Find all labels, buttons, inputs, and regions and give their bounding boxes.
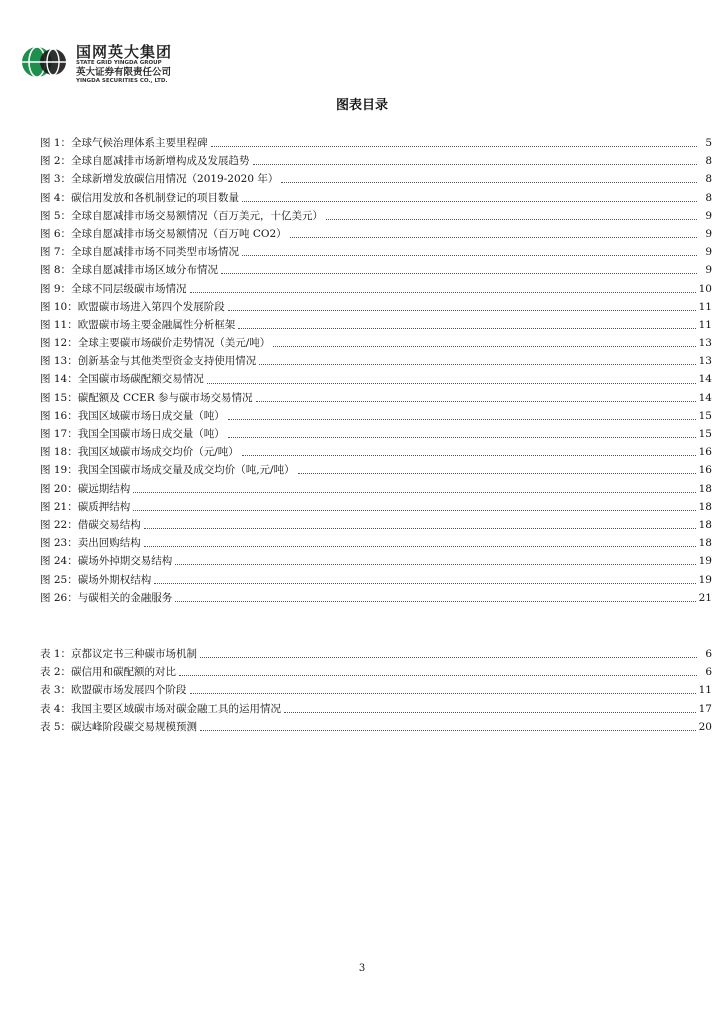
figure-entry-page: 10	[698, 282, 712, 295]
figure-entry-page: 9	[705, 209, 712, 222]
figure-entry-label: 图 19：我国全国碳市场成交量及成交均价（吨,元/吨）	[40, 464, 295, 477]
figure-entry-page: 14	[698, 391, 712, 404]
table-entry-page: 20	[698, 720, 712, 733]
figure-entry[interactable]	[40, 316, 712, 334]
company-logo-icon	[20, 42, 70, 82]
figure-entry-page: 19	[698, 573, 712, 586]
table-entry[interactable]	[40, 681, 712, 699]
table-entry-page: 6	[705, 648, 712, 660]
figure-entry[interactable]	[40, 207, 712, 225]
figure-entry[interactable]	[40, 280, 712, 298]
table-entry[interactable]	[40, 645, 712, 663]
dot-leader	[175, 563, 695, 565]
figure-entry-label: 图 1：全球气候治理体系主要里程碑	[40, 137, 208, 149]
tables-toc	[40, 645, 712, 736]
figure-entry-label: 图 4：碳信用发放和各机制登记的项目数量	[40, 191, 240, 204]
figure-entry-page: 13	[698, 355, 712, 368]
figure-entry-label: 图 8：全球自愿减排市场区域分布情况	[40, 264, 219, 277]
table-entry-label: 表 2：碳信用和碳配额的对比	[40, 666, 177, 679]
figure-entry-label: 图 21：碳质押结构	[40, 500, 131, 513]
figure-entry-page: 15	[698, 409, 712, 422]
figure-entry-page: 9	[705, 264, 712, 277]
figure-entry-page: 8	[705, 173, 712, 186]
dot-leader	[154, 582, 695, 584]
figure-entry-label: 图 12：全球主要碳市场碳价走势情况（美元/吨）	[40, 337, 271, 350]
figure-entry-label: 图 23：卖出回购结构	[40, 537, 141, 550]
figure-entry-label: 图 25：碳场外期权结构	[40, 573, 152, 586]
figure-entry[interactable]	[40, 225, 712, 243]
figure-entry[interactable]	[40, 152, 712, 170]
figure-entry-label: 图 5：全球自愿减排市场交易额情况（百万美元，十亿美元）	[40, 209, 324, 222]
table-entry-page: 11	[698, 684, 712, 697]
figure-entry-label: 图 3：全球新增发放碳信用情况（2019-2020 年）	[40, 173, 279, 186]
company-name-cn: 国网英大集团	[76, 43, 173, 61]
figure-entry-page: 5	[705, 137, 712, 149]
figure-entry[interactable]	[40, 425, 712, 443]
figure-entry-label: 图 20：碳远期结构	[40, 482, 131, 495]
figure-entry-page: 19	[698, 555, 712, 568]
figure-entry-page: 18	[698, 500, 712, 513]
figures-toc	[40, 134, 712, 607]
figure-entry-page: 18	[698, 482, 712, 495]
dot-leader	[281, 181, 697, 183]
figure-entry[interactable]	[40, 516, 712, 534]
dot-leader	[259, 363, 695, 365]
figure-entry[interactable]	[40, 170, 712, 188]
figure-entry-page: 8	[705, 191, 712, 204]
dot-leader	[144, 527, 696, 529]
dot-leader	[273, 345, 695, 347]
dot-leader	[190, 291, 696, 293]
dot-leader	[256, 400, 696, 402]
page-title: 图表目录	[335, 98, 388, 113]
table-entry-label: 表 4：我国主要区域碳市场对碳金融工具的运用情况	[40, 702, 282, 715]
figure-entry[interactable]	[40, 498, 712, 516]
figure-entry[interactable]	[40, 352, 712, 370]
table-entry-page: 6	[705, 666, 712, 679]
figure-entry-label: 图 9：全球不同层级碳市场情况	[40, 282, 187, 295]
figure-entry[interactable]	[40, 334, 712, 352]
table-entry[interactable]	[40, 663, 712, 681]
figure-entry-page: 11	[698, 300, 712, 313]
table-entry[interactable]	[40, 700, 712, 718]
figure-entry[interactable]	[40, 389, 712, 407]
dot-leader	[221, 272, 697, 274]
figure-entry-page: 14	[698, 373, 712, 386]
figure-entry[interactable]	[40, 589, 712, 607]
dot-leader	[290, 236, 697, 238]
figure-entry-label: 图 10：欧盟碳市场进入第四个发展阶段	[40, 300, 225, 313]
dot-leader	[298, 472, 696, 474]
dot-leader	[326, 218, 697, 220]
company-name-en: STATE GRID YINGDA GROUP	[76, 60, 162, 66]
figure-entry-label: 图 22：借碳交易结构	[40, 518, 141, 531]
figure-entry-page: 8	[705, 155, 712, 168]
figure-entry-page: 9	[705, 227, 712, 240]
figure-entry-page: 9	[705, 246, 712, 259]
dot-leader	[284, 711, 696, 713]
figure-entry-label: 图 14：全国碳市场碳配额交易情况	[40, 373, 204, 386]
figure-entry-label: 图 13：创新基金与其他类型资金支持使用情况	[40, 355, 257, 368]
table-entry-page: 17	[698, 702, 712, 715]
page-number: 3	[358, 963, 366, 974]
dot-leader	[207, 382, 696, 384]
dot-leader	[242, 200, 697, 202]
figure-entry-label: 图 11：欧盟碳市场主要金融属性分析框架	[40, 318, 236, 331]
figure-entry-page: 21	[698, 591, 712, 604]
table-entry-label: 表 1：京都议定书三种碳市场机制	[40, 648, 198, 660]
figure-entry[interactable]	[40, 480, 712, 498]
figure-entry[interactable]	[40, 261, 712, 279]
figure-entry[interactable]	[40, 461, 712, 479]
table-entry-label: 表 3：欧盟碳市场发展四个阶段	[40, 684, 187, 697]
dot-leader	[190, 692, 696, 694]
subsidiary-name-en: YINGDA SECURITIES CO., LTD.	[76, 78, 168, 84]
figure-entry-label: 图 16：我国区域碳市场日成交量（吨）	[40, 409, 225, 422]
table-entry[interactable]	[40, 718, 712, 736]
figure-entry-page: 18	[698, 537, 712, 550]
figure-entry-label: 图 18：我国区域碳市场成交均价（元/吨）	[40, 446, 239, 459]
company-name-block	[76, 44, 256, 85]
dot-leader	[175, 600, 695, 602]
figure-entry[interactable]	[40, 243, 712, 261]
figure-entry-label: 图 24：碳场外掉期交易结构	[40, 555, 173, 568]
dot-leader	[200, 656, 697, 658]
figure-entry-page: 16	[698, 446, 712, 459]
dot-leader	[242, 454, 696, 456]
figure-entry-page: 15	[698, 428, 712, 440]
dot-leader	[144, 545, 696, 547]
dot-leader	[211, 145, 697, 147]
figure-entry-label: 图 7：全球自愿减排市场不同类型市场情况	[40, 246, 240, 259]
figure-entry[interactable]	[40, 534, 712, 552]
dot-leader	[228, 418, 696, 420]
table-entry-label: 表 5：碳达峰阶段碳交易规模预测	[40, 720, 198, 733]
figure-entry[interactable]	[40, 443, 712, 461]
dot-leader	[228, 309, 696, 311]
dot-leader	[133, 491, 695, 493]
figure-entry-page: 13	[698, 337, 712, 350]
dot-leader	[238, 327, 695, 329]
figure-entry[interactable]	[40, 134, 712, 152]
subsidiary-name-cn: 英大证券有限责任公司	[76, 67, 172, 78]
figure-entry-label: 图 6：全球自愿减排市场交易额情况（百万吨 CO2）	[40, 227, 287, 240]
figure-entry[interactable]	[40, 571, 712, 589]
figure-entry-page: 11	[698, 318, 712, 331]
figure-entry-label: 图 26：与碳相关的金融服务	[40, 591, 173, 604]
figure-entry-page: 16	[698, 464, 712, 477]
figure-entry-label: 图 17：我国全国碳市场日成交量（吨）	[40, 428, 225, 440]
dot-leader	[179, 674, 697, 676]
dot-leader	[133, 509, 695, 511]
figure-entry[interactable]	[40, 552, 712, 570]
figure-entry[interactable]	[40, 298, 712, 316]
dot-leader	[242, 254, 697, 256]
figure-entry[interactable]	[40, 189, 712, 207]
figure-entry[interactable]	[40, 407, 712, 425]
dot-leader	[253, 163, 697, 165]
figure-entry-label: 图 15：碳配额及 CCER 参与碳市场交易情况	[40, 391, 253, 404]
figure-entry[interactable]	[40, 370, 712, 388]
figure-entry-label: 图 2：全球自愿减排市场新增构成及发展趋势	[40, 155, 250, 168]
figure-entry-page: 18	[698, 518, 712, 531]
dot-leader	[200, 729, 696, 731]
dot-leader	[228, 436, 696, 438]
